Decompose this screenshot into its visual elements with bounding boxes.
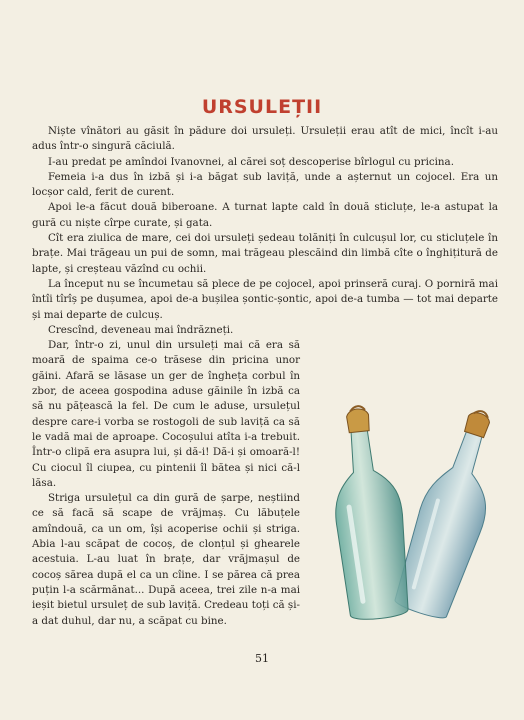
bottle-right xyxy=(390,405,510,623)
narrow-column xyxy=(32,338,300,629)
paragraph: Femeia i-a dus în izbă și i-a băgat sub laviță, unde a așternut un cojocel. Era un locșor cald, ferit de curent. xyxy=(32,170,498,199)
paragraph: Apoi le-a făcut două biberoane. A turnat lapte cald în două sticluțe, le-a astupat la gură cu niște cîrpe curate, și gata. xyxy=(32,201,498,229)
paragraph: La început nu se încumetau să plece de pe cojocel, apoi prinseră curaj. O porniră mai întîi tîrîș pe dușumea, apoi de-a bușilea șontic-șontic, apoi de-a tumba — tot mai departe și mai departe de culcuș. xyxy=(32,277,498,321)
paragraph: Cît era ziulica de mare, cei doi ursuleți ședeau tolăniți în culcușul lor, cu sticluțele în brațe. Mai trăgeau un pui de somn, mai trăgeau plescăind din limbă cîte o înghițitură de lapte, și creșteau văzînd cu ochii. xyxy=(32,232,498,275)
paragraph: Niște vînători au găsit în pădure doi ursuleți. Ursuleții erau atît de mici, încît i-au adus într-o singură căciulă. xyxy=(32,125,498,153)
paragraph: Striga ursulețul ca din gură de șarpe, neștiind ce să facă să scape de vrăjmaș. Cu lăbuțele amîndouă, ca un om, își acoperise ochii și striga. Abia l-au scăpat de cocoș, de clonțul și ghearele acestuia. L-au luat în brațe, dar vrăjmașul de cocoș sărea după el ca un cîine. I se părea că prea puțin l-a scărmănat... După aceea, trei zile n-a mai ieșit bietul ursuleț de sub laviță. Credeau toți că și-a dat duhul, dar nu, a scăpat cu bine. xyxy=(32,492,300,627)
paragraph: Dar, într-o zi, unul din ursuleți mai că era să moară de spaima ce-o trăsese din pricina unor găini. Afară se lăsase un ger de îngheța corbul în zbor, de aceea gospodina aduse găinile în izbă ca să nu pățească la fel. De cum le aduse, ursulețul despre care-i vorba se rostogoli de sub laviță ca să le vadă mai de aproape. Cocoșului atîta i-a trebuit. Într-o clipă era asupra lui, și dă-i! Dă-i și omoară-l! Cu ciocul îl ciupea, cu pintenii îl bătea și nici că-l lăsa. xyxy=(32,339,300,489)
paragraph: I-au predat pe amîndoi Ivanovnei, al cărei soț descoperise bîrlogul cu pricina. xyxy=(48,155,454,168)
page-title: URSULEȚII xyxy=(201,96,323,118)
bottle-left xyxy=(324,405,413,622)
bottles-illustration xyxy=(300,405,510,625)
paragraph: Crescînd, deveneau mai îndrăzneți. xyxy=(48,323,234,336)
page-number: 51 xyxy=(255,652,269,665)
